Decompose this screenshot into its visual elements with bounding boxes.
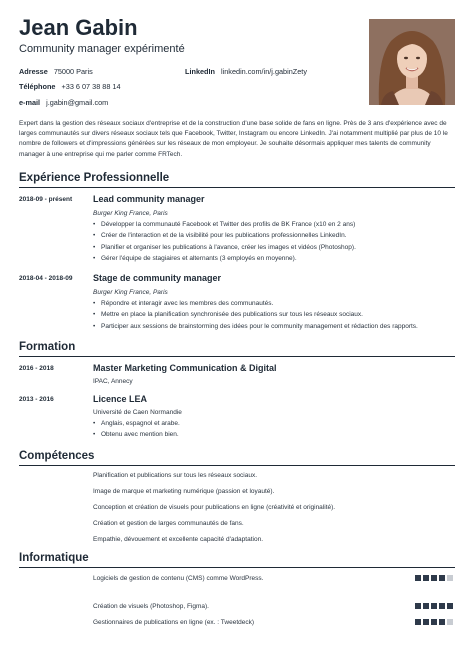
contact-address [19,67,93,76]
skill-item: Conception et création de visuels pour publications en ligne (créativité et originalité). [93,504,336,511]
rating-dot-filled [415,603,421,609]
contact-email [19,98,108,107]
rating-dot-filled [423,619,429,625]
job-title: Lead community manager [93,194,205,204]
education-dates: 2013 - 2016 [19,396,54,403]
rating-dot-empty [447,575,453,581]
profile-photo [369,19,455,105]
list-item: • Développer la communauté Facebook et Twitter des profils de BK France (x10 en 2 ans) [93,219,455,230]
rating-dot-filled [415,575,421,581]
list-item: • Obtenu avec mention bien. [93,429,455,440]
candidate-name: Jean Gabin [19,15,138,40]
list-item: • Créer de l'interaction et de la visibilité pour les publications professionnelles LinkedIn. [93,230,455,241]
skill-item: Image de marque et marketing numérique (passion et loyauté). [93,488,275,495]
rating-dot-filled [431,619,437,625]
rating-dot-filled [423,603,429,609]
contact-linkedin-label: LinkedIn [185,67,215,76]
list-item: • Mettre en place la planification synchronisée des publications sur tous les réseaux sociaux. [93,309,455,320]
list-item: • Anglais, espagnol et arabe. [93,418,455,429]
rating-dot-filled [423,575,429,581]
skill-item: Planification et publications sur tous les réseaux sociaux. [93,472,258,479]
section-divider [19,567,455,568]
rating-dot-empty [447,619,453,625]
computing-item-label: Création de visuels (Photoshop, Figma). [93,603,209,610]
skill-level-rating [415,603,453,609]
job-bullet-list [93,219,455,265]
rating-dot-filled [431,575,437,581]
computing-item-label: Logiciels de gestion de contenu (CMS) comme WordPress. [93,575,264,582]
contact-phone [19,82,121,91]
rating-dot-filled [431,603,437,609]
skill-level-rating [415,619,453,625]
rating-dot-filled [439,603,445,609]
education-degree: Master Marketing Communication & Digital [93,363,277,373]
list-item: • Planifier et organiser les publications à l'avance, créer les images et vidéos (Photoshop). [93,242,455,253]
education-bullet-list [93,418,455,441]
rating-dot-filled [415,619,421,625]
section-divider [19,356,455,357]
job-bullet-list [93,298,455,332]
contact-address-label: Adresse [19,67,48,76]
education-section-title: Formation [19,341,76,353]
job-dates: 2018-04 - 2018-09 [19,275,73,282]
rating-dot-filled [439,575,445,581]
rating-dot-filled [439,619,445,625]
education-dates: 2016 - 2018 [19,365,54,372]
education-school: IPAC, Annecy [93,378,133,385]
skill-item: Création et gestion de larges communautés de fans. [93,520,244,527]
list-item: • Répondre et interagir avec les membres des communautés. [93,298,455,309]
contact-email-label: e-mail [19,98,41,107]
section-divider [19,465,455,466]
contact-address-value: 75000 Paris [53,67,93,76]
contact-phone-value: +33 6 07 38 88 14 [61,82,121,91]
list-item: • Gérer l'équipe de stagiaires et alternants (3 employés en moyenne). [93,253,455,264]
computing-item-label: Gestionnaires de publications en ligne (ex. : Tweetdeck) [93,619,255,626]
skills-section-title: Compétences [19,450,95,462]
contact-email-value[interactable]: j.gabin@gmail.com [46,98,109,107]
computing-section-title: Informatique [19,552,89,564]
experience-section-title: Expérience Professionnelle [19,172,170,184]
job-dates: 2018-09 - présent [19,196,73,203]
skill-level-rating [415,575,453,581]
section-divider [19,187,455,188]
contact-linkedin-value[interactable]: linkedin.com/in/j.gabinZety [221,67,307,76]
contact-phone-label: Téléphone [19,82,56,91]
job-title: Stage de community manager [93,273,222,283]
education-degree: Licence LEA [93,394,148,404]
candidate-role: Community manager expérimenté [19,43,185,55]
contact-linkedin [185,67,307,76]
rating-dot-filled [447,603,453,609]
profile-summary: Expert dans la gestion des réseaux sociaux d'entreprise et de la construction d'une base solide de fans en ligne. Près de 3 ans d'expérience avec de larges communautés sur divers réseaux sociaux tels que Facebook, Twitter, Instagram ou encore LinkedIn. J'ai notamment multiplié par plus de 10 le nombre de followers et d'impressions générées sur les réseaux de mon employeur. Je souhaite désormais appliquer mes talents de community manager à une entreprise qui me parler comme FRTech. [19,120,448,158]
list-item: • Participer aux sessions de brainstorming des idées pour le community management et rédaction des rapports. [93,321,455,332]
education-school: Université de Caen Normandie [93,409,182,416]
skill-item: Empathie, dévouement et excellente capacité d'adaptation. [93,536,263,543]
job-company: Burger King France, Paris [93,289,168,296]
job-company: Burger King France, Paris [93,210,168,217]
